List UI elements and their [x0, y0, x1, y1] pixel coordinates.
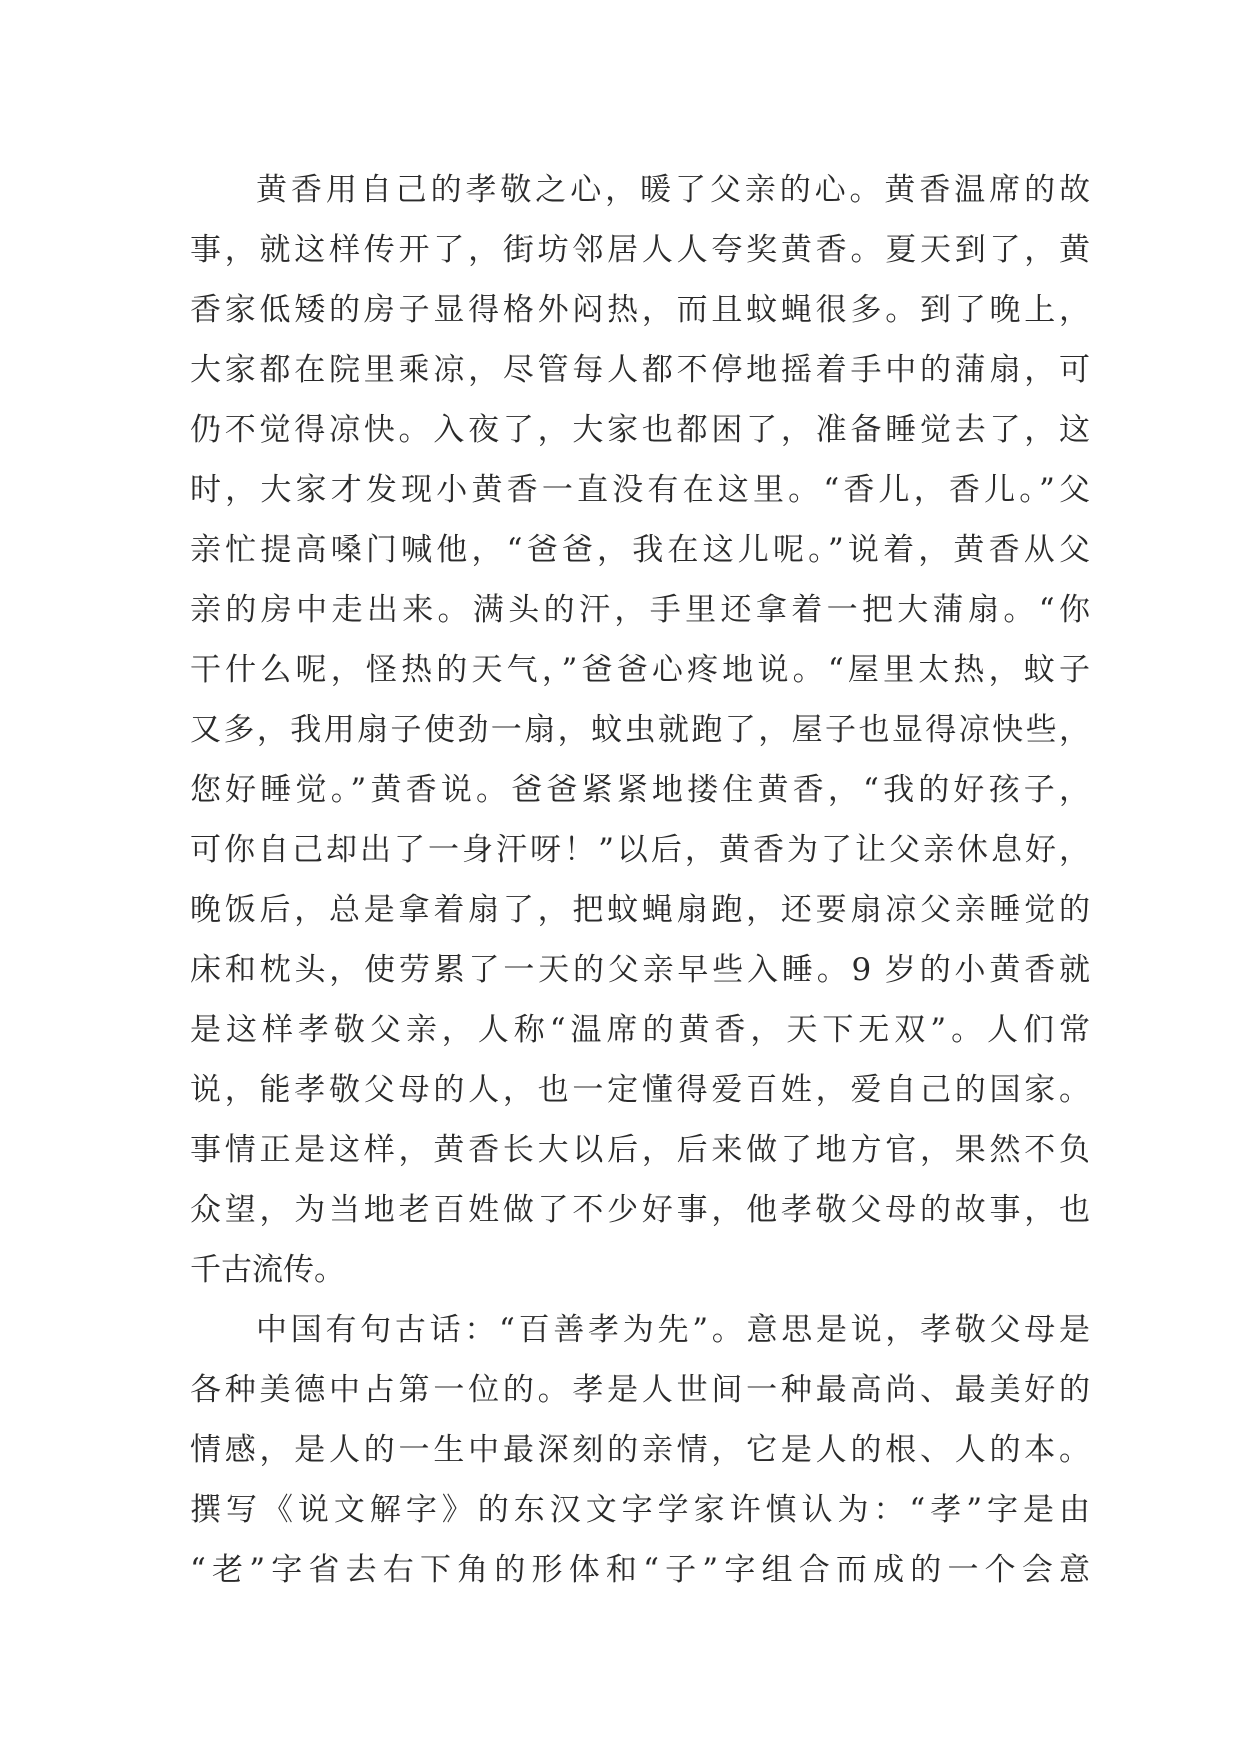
- text-line: 时，大家才发现小黄香一直没有在这里。“香儿，香儿。”父: [190, 472, 1090, 508]
- text-line: 千古流传。: [190, 1252, 345, 1288]
- text-line: 是这样孝敬父亲，人称“温席的黄香，天下无双”。人们常: [190, 1012, 1090, 1048]
- text-line: 众望，为当地老百姓做了不少好事，他孝敬父母的故事，也: [190, 1192, 1090, 1228]
- paragraph-1: [190, 160, 1090, 1300]
- text-line: 可你自己却出了一身汗呀！”以后，黄香为了让父亲休息好，: [190, 832, 1090, 868]
- text-line: 黄香用自己的孝敬之心，暖了父亲的心。黄香温席的故: [256, 172, 1090, 208]
- text-line: 又多，我用扇子使劲一扇，蚊虫就跑了，屋子也显得凉快些，: [190, 712, 1090, 748]
- paragraph-2: [190, 1300, 1090, 1600]
- text-line: 说，能孝敬父母的人，也一定懂得爱百姓，爱自己的国家。: [190, 1072, 1090, 1108]
- text-line: 大家都在院里乘凉，尽管每人都不停地摇着手中的蒲扇，可: [190, 352, 1090, 388]
- text-line: 香家低矮的房子显得格外闷热，而且蚊蝇很多。到了晚上，: [190, 292, 1090, 328]
- text-line: 中国有句古话：“百善孝为先”。意思是说，孝敬父母是: [256, 1312, 1090, 1348]
- text-line: 事，就这样传开了，街坊邻居人人夸奖黄香。夏天到了，黄: [190, 232, 1090, 268]
- text-line: 您好睡觉。”黄香说。爸爸紧紧地搂住黄香，“我的好孩子，: [190, 772, 1090, 808]
- document-body: [190, 160, 1090, 1600]
- text-line: 干什么呢，怪热的天气，”爸爸心疼地说。“屋里太热，蚊子: [190, 652, 1090, 688]
- text-line: “老”字省去右下角的形体和“子”字组合而成的一个会意: [190, 1552, 1090, 1588]
- text-line: 亲忙提高嗓门喊他，“爸爸，我在这儿呢。”说着，黄香从父: [190, 532, 1090, 568]
- text-line: 各种美德中占第一位的。孝是人世间一种最高尚、最美好的: [190, 1372, 1090, 1408]
- text-line: 撰写《说文解字》的东汉文字学家许慎认为：“孝”字是由: [190, 1492, 1090, 1528]
- text-line: 晚饭后，总是拿着扇了，把蚊蝇扇跑，还要扇凉父亲睡觉的: [190, 892, 1090, 928]
- text-line: 仍不觉得凉快。入夜了，大家也都困了，准备睡觉去了，这: [190, 412, 1090, 448]
- text-line: 床和枕头，使劳累了一天的父亲早些入睡。9 岁的小黄香就: [190, 952, 1090, 988]
- text-line: 事情正是这样，黄香长大以后，后来做了地方官，果然不负: [190, 1132, 1090, 1168]
- text-line: 亲的房中走出来。满头的汗，手里还拿着一把大蒲扇。“你: [190, 592, 1090, 628]
- text-line: 情感，是人的一生中最深刻的亲情，它是人的根、人的本。: [190, 1432, 1090, 1468]
